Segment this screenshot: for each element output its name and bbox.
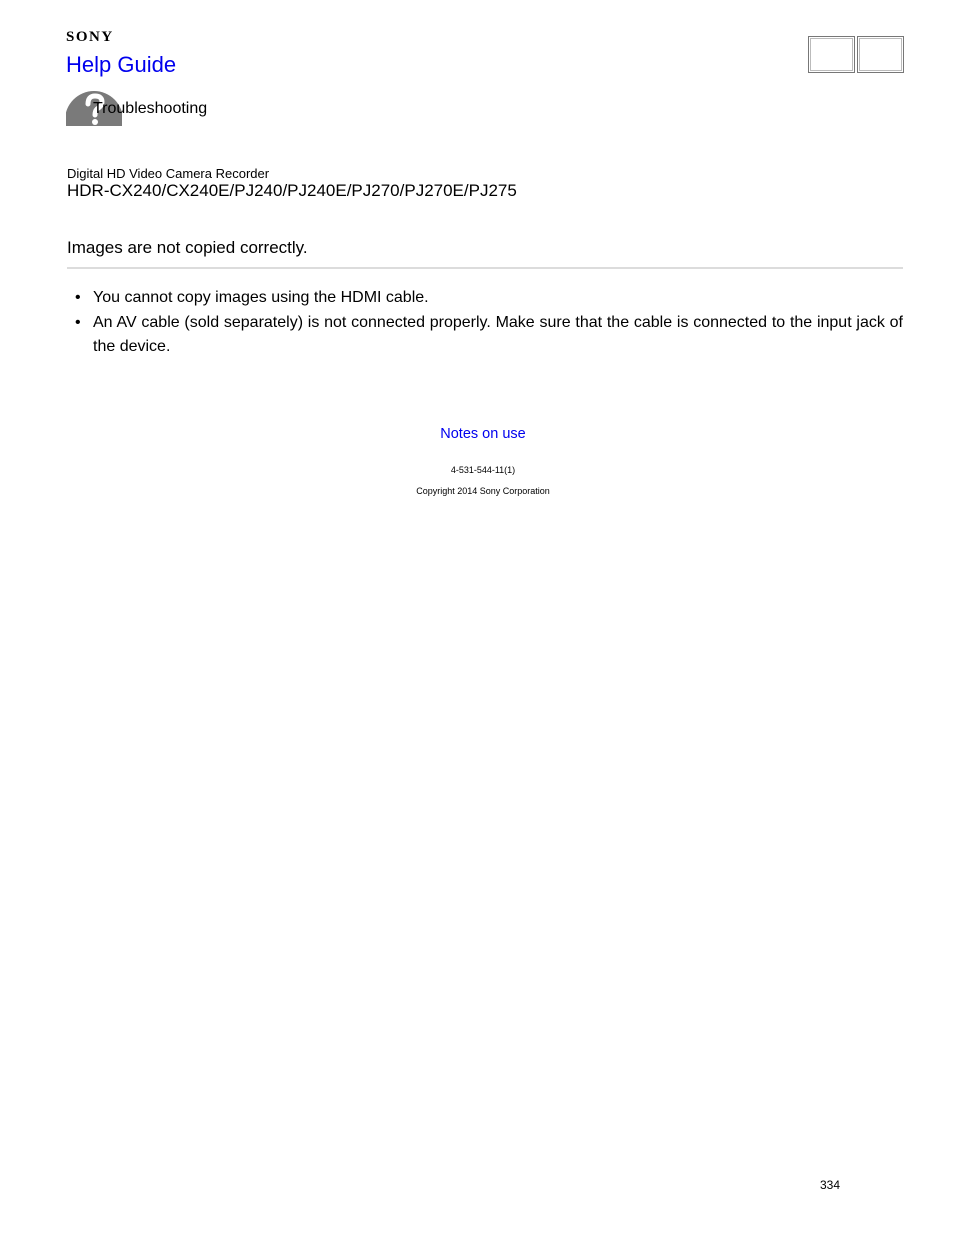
help-guide-title[interactable]: Help Guide [66, 52, 177, 77]
section-header [66, 90, 266, 126]
model-names: HDR-CX240/CX240E/PJ240/PJ240E/PJ270/PJ270E/PJ275 [67, 181, 517, 200]
document-id: 4-531-544-11(1) [450, 465, 516, 475]
nav-buttons [808, 36, 904, 73]
product-line: Digital HD Video Camera Recorder [67, 166, 270, 181]
notes-on-use-link[interactable]: Notes on use [440, 426, 526, 442]
sony-logo: SONY [66, 29, 114, 45]
page-title: Images are not copied correctly. [67, 238, 308, 257]
title-divider [67, 267, 903, 269]
bullet-text: You cannot copy images using the HDMI cable. [93, 289, 429, 306]
section-label: Troubleshooting [93, 100, 208, 117]
bullet-icon: • [75, 289, 81, 306]
next-page-button[interactable] [857, 36, 904, 73]
bullet-list [67, 286, 903, 360]
page-number: 334 [820, 1178, 841, 1192]
copyright: Copyright 2014 Sony Corporation [416, 486, 550, 496]
bullet-text: An AV cable (sold separately) is not connected properly. Make sure that the cable is connected to the input jack of the device. [93, 313, 903, 355]
list-item [67, 286, 903, 311]
bullet-icon: • [75, 313, 81, 331]
previous-page-button[interactable] [808, 36, 855, 73]
list-item [67, 311, 903, 360]
